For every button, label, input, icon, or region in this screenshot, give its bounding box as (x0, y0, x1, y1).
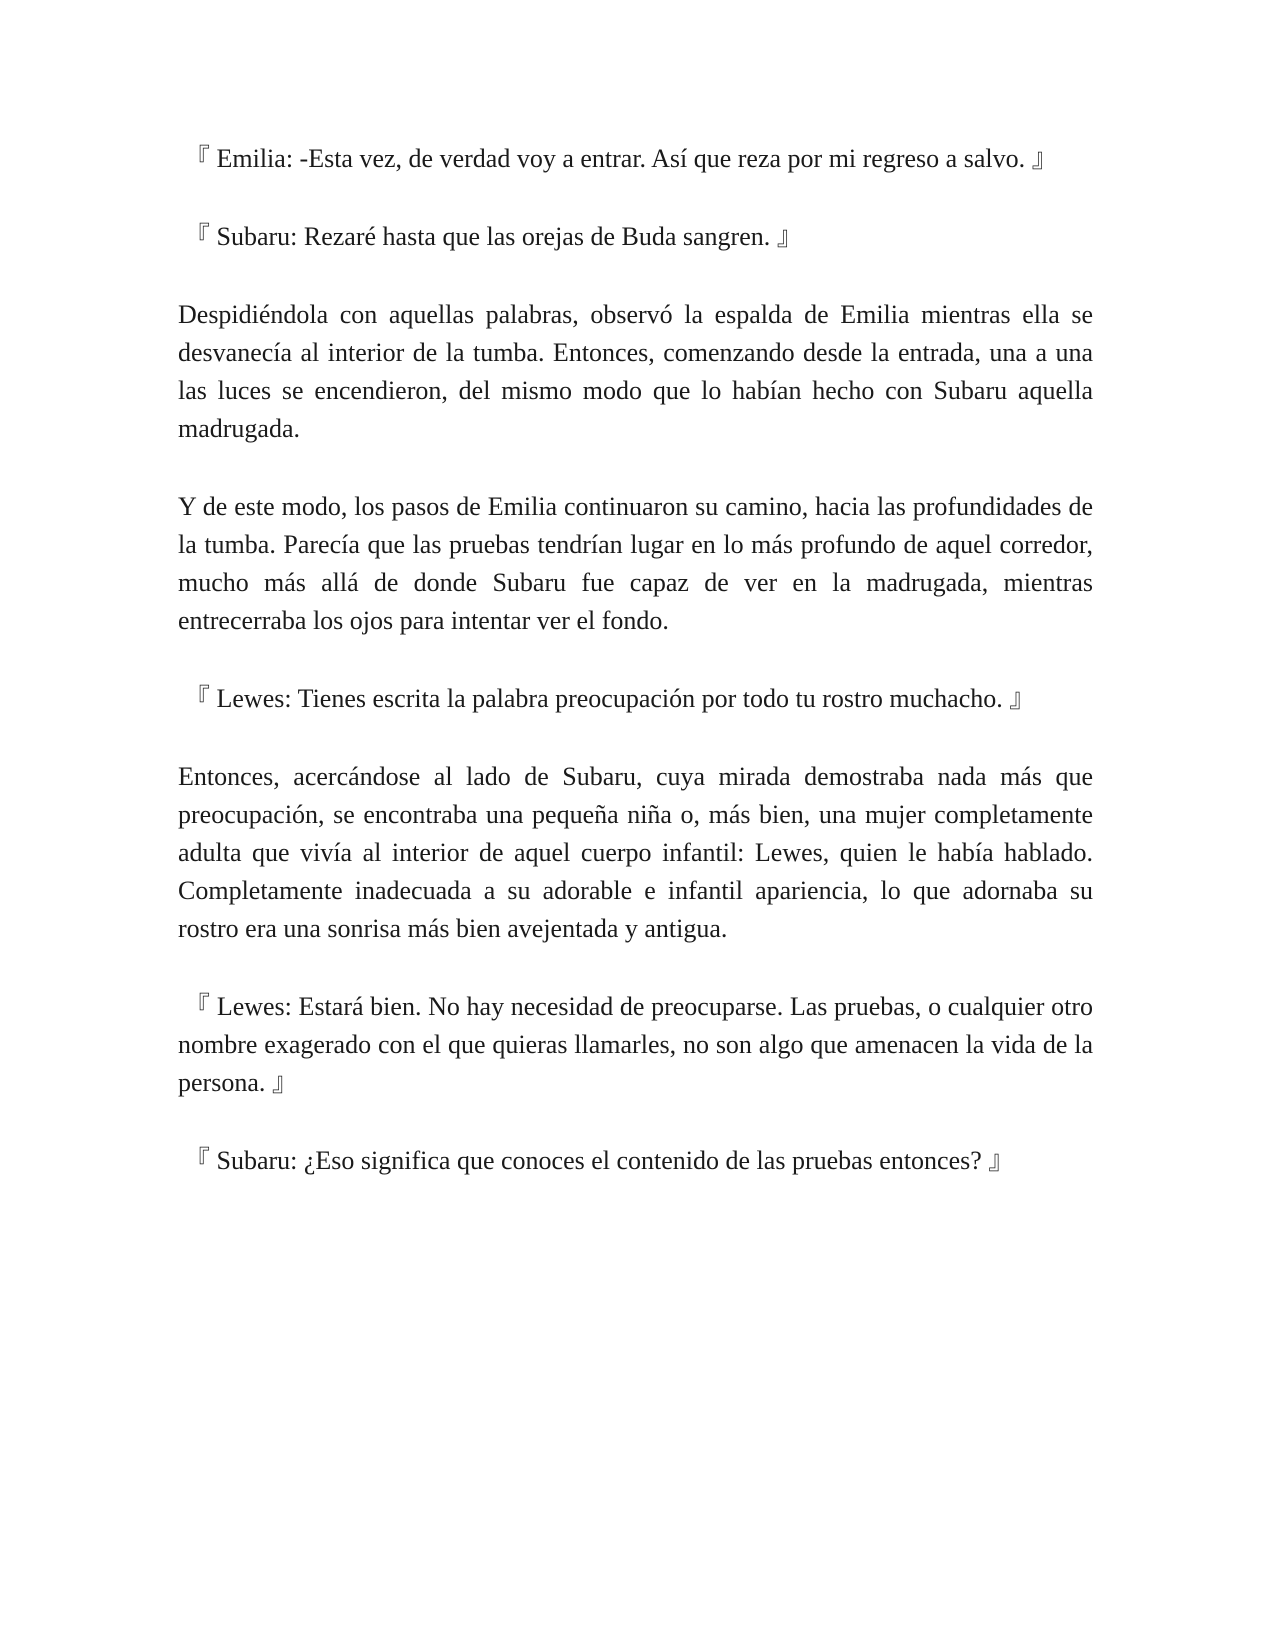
narration-paragraph: Despidiéndola con aquellas palabras, observó la espalda de Emilia mientras ella se desvanecía al interior de la tumba. Entonces, comenzando desde la entrada, una a una las luces se encendieron, del mismo modo que lo habían hecho con Subaru aquella madrugada. (178, 300, 1093, 443)
narration-paragraph: Y de este modo, los pasos de Emilia continuaron su camino, hacia las profundidades de la tumba. Parecía que las pruebas tendrían lugar en lo más profundo de aquel corredor, mucho más allá de donde Subaru fue capaz de ver en la madrugada, mientras entrecerraba los ojos para intentar ver el fondo. (178, 492, 1093, 635)
dialogue-paragraph: 『 Emilia: -Esta vez, de verdad voy a entrar. Así que reza por mi regreso a salvo. 』 (184, 144, 1058, 173)
dialogue-paragraph: 『 Lewes: Estará bien. No hay necesidad de preocuparse. Las pruebas, o cualquier otro nombre exagerado con el que quieras llamarles, no son algo que amenacen la vida de la persona. 』 (178, 992, 1093, 1097)
dialogue-paragraph: 『 Subaru: ¿Eso significa que conoces el contenido de las pruebas entonces? 』 (184, 1146, 1015, 1175)
document-page (178, 140, 1093, 1220)
dialogue-paragraph: 『 Subaru: Rezaré hasta que las orejas de Buda sangren. 』 (184, 222, 803, 251)
dialogue-paragraph: 『 Lewes: Tienes escrita la palabra preocupación por todo tu rostro muchacho. 』 (184, 684, 1036, 713)
narration-paragraph: Entonces, acercándose al lado de Subaru, cuya mirada demostraba nada más que preocupación, se encontraba una pequeña niña o, más bien, una mujer completamente adulta que vivía al interior de aquel cuerpo infantil: Lewes, quien le había hablado. Completamente inadecuada a su adorable e infantil apariencia, lo que adornaba su rostro era una sonrisa más bien avejentada y antigua. (178, 762, 1093, 943)
